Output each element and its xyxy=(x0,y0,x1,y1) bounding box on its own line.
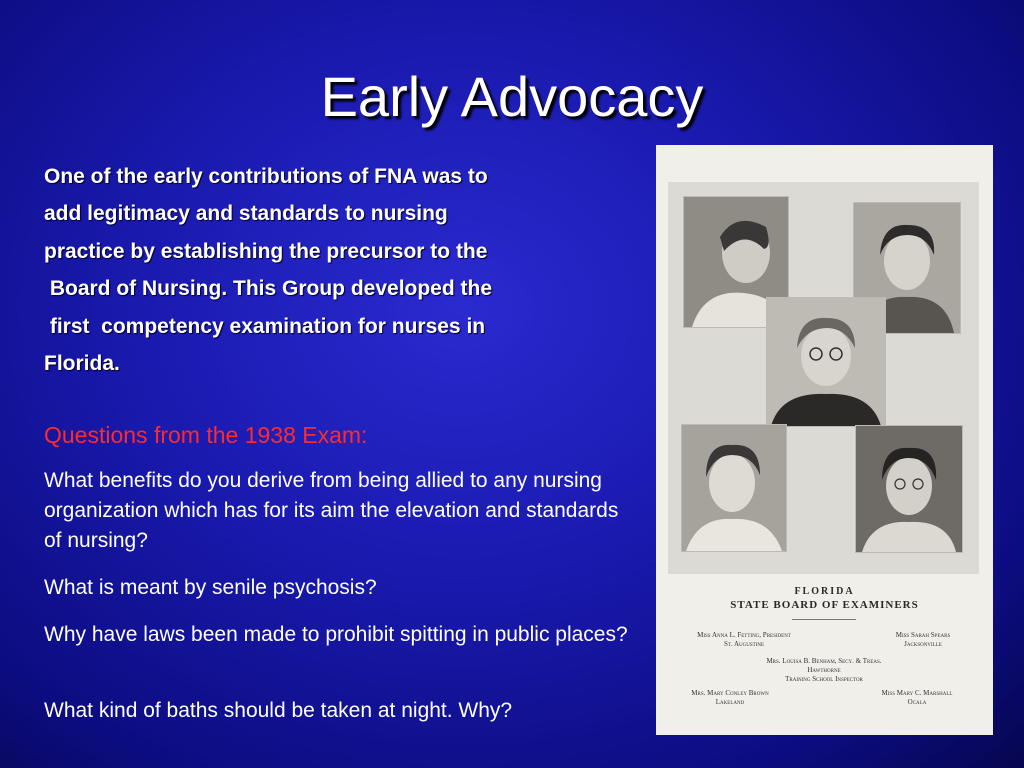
member-place: Jacksonville xyxy=(904,640,942,648)
question-item: What benefits do you derive from being allied to any nursing organization which has for its aim the elevation and standards of nursing? xyxy=(44,469,619,552)
caption-divider xyxy=(792,619,856,620)
intro-line: Board of Nursing. This Group developed the xyxy=(44,277,493,301)
portrait-collage xyxy=(668,182,979,574)
member-name: Mrs. Mary Conley Brown xyxy=(691,689,769,697)
member-caption xyxy=(852,689,982,707)
intro-line: Florida. xyxy=(44,352,120,376)
question-item: Why have laws been made to prohibit spitting in public places? xyxy=(44,623,628,646)
member-place: Hawthorne xyxy=(807,666,841,674)
member-caption xyxy=(744,657,904,684)
member-place: Lakeland xyxy=(715,698,745,706)
intro-line: One of the early contributions of FNA was to xyxy=(44,165,488,188)
board-photo-page xyxy=(656,145,993,735)
photo-caption-florida: FLORIDA xyxy=(794,586,855,597)
member-place: Ocala xyxy=(907,698,927,706)
photo-caption-board: STATE BOARD OF EXAMINERS xyxy=(730,599,919,611)
intro-line: practice by establishing the precursor to the xyxy=(44,239,488,263)
portrait-photo xyxy=(681,424,787,552)
member-place: St. Augustine xyxy=(723,640,765,648)
portrait-photo xyxy=(766,297,886,427)
slide-title: Early Advocacy xyxy=(320,65,704,128)
question-item: What kind of baths should be taken at night. Why? xyxy=(44,699,513,722)
member-name: Miss Sarah Spears xyxy=(895,631,951,639)
portrait-photo xyxy=(855,425,963,553)
member-caption xyxy=(674,631,814,649)
intro-line: add legitimacy and standards to nursing xyxy=(44,202,448,226)
question-item: What is meant by senile psychosis? xyxy=(44,576,377,599)
member-name: Miss Mary C. Marshall xyxy=(881,689,953,697)
member-name: Miss Anna L. Fetting, President xyxy=(697,631,791,639)
intro-paragraph xyxy=(44,158,634,382)
member-role: Training School Inspector xyxy=(785,675,863,683)
intro-line: first competency examination for nurses in xyxy=(44,314,486,338)
member-caption xyxy=(670,689,790,707)
member-caption xyxy=(868,631,978,649)
member-name: Mrs. Louisa B. Benham, Secy. & Treas. xyxy=(766,657,882,665)
questions-heading: Questions from the 1938 Exam: xyxy=(44,422,368,448)
